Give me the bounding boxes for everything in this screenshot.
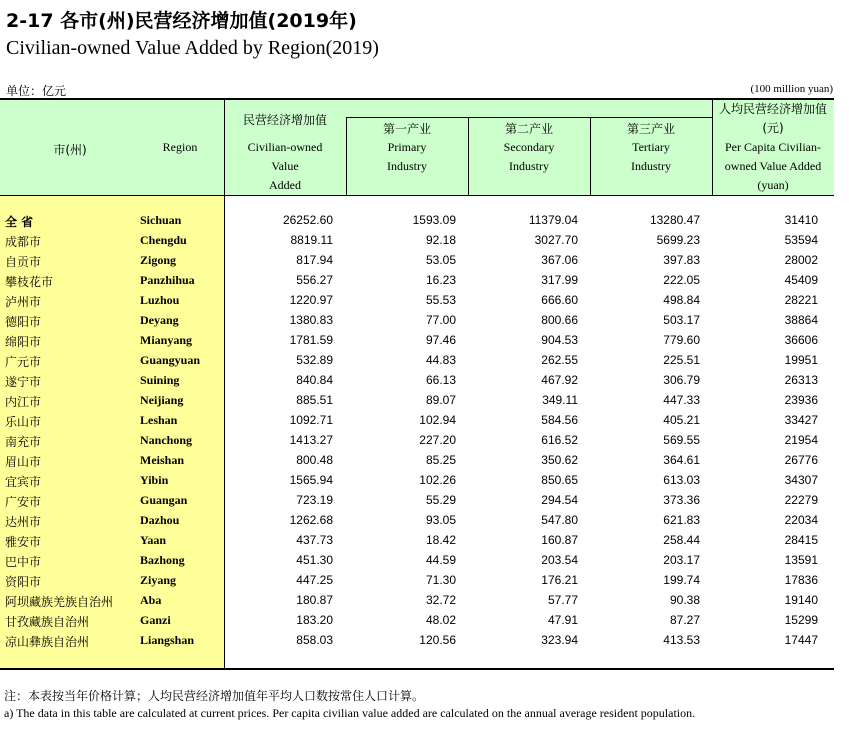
value-secondary: 467.92 bbox=[541, 373, 578, 387]
header-tertiary-en bbox=[590, 138, 712, 176]
value-total: 840.84 bbox=[296, 373, 333, 387]
value-secondary: 176.21 bbox=[541, 573, 578, 587]
table-row bbox=[0, 571, 834, 591]
region-name-cn: 达州市 bbox=[5, 515, 42, 529]
header-primary-en bbox=[346, 138, 468, 176]
table-row bbox=[0, 531, 834, 551]
header-region-en: Region bbox=[162, 140, 198, 154]
value-secondary: 11379.04 bbox=[528, 213, 578, 227]
header-percap-cn: 人均民营经济增加值 bbox=[718, 102, 827, 116]
value-secondary: 160.87 bbox=[541, 533, 578, 547]
table-row bbox=[0, 451, 834, 471]
value-total: 1565.94 bbox=[289, 473, 333, 487]
value-total: 817.94 bbox=[296, 253, 333, 267]
header-secondary-cn: 第二产业 bbox=[504, 122, 553, 136]
value-total: 451.30 bbox=[296, 553, 333, 567]
value-tertiary: 447.33 bbox=[663, 393, 700, 407]
value-per-capita: 19951 bbox=[784, 353, 818, 367]
value-per-capita: 33427 bbox=[784, 413, 818, 427]
value-tertiary: 199.74 bbox=[663, 573, 700, 587]
table-row bbox=[0, 491, 834, 511]
table-row bbox=[0, 611, 834, 631]
value-tertiary: 258.44 bbox=[663, 533, 700, 547]
value-total: 1220.97 bbox=[289, 293, 333, 307]
table-row bbox=[0, 411, 834, 431]
header-total-en-line: Value bbox=[271, 159, 299, 173]
value-per-capita: 26313 bbox=[784, 373, 818, 387]
value-primary: 227.20 bbox=[419, 433, 456, 447]
value-secondary: 323.94 bbox=[541, 633, 578, 647]
value-per-capita: 21954 bbox=[784, 433, 818, 447]
region-name-cn: 资阳市 bbox=[5, 575, 42, 589]
region-name-en: Suining bbox=[140, 373, 180, 387]
value-total: 556.27 bbox=[296, 273, 333, 287]
value-total: 800.48 bbox=[296, 453, 333, 467]
region-name-en: Ziyang bbox=[140, 573, 177, 587]
header-secondary-en-line: Secondary bbox=[503, 140, 555, 154]
value-total: 437.73 bbox=[296, 533, 333, 547]
value-secondary: 47.91 bbox=[547, 613, 578, 627]
region-name-cn: 广元市 bbox=[5, 355, 42, 369]
value-tertiary: 503.17 bbox=[663, 313, 700, 327]
region-name-en: Neijiang bbox=[140, 393, 184, 407]
region-name-cn: 泸州市 bbox=[5, 295, 42, 309]
value-primary: 71.30 bbox=[425, 573, 456, 587]
value-tertiary: 413.53 bbox=[663, 633, 700, 647]
table-row bbox=[0, 291, 834, 311]
value-primary: 93.05 bbox=[425, 513, 456, 527]
value-total: 447.25 bbox=[296, 573, 333, 587]
region-name-cn: 自贡市 bbox=[5, 255, 42, 269]
region-name-cn: 南充市 bbox=[5, 435, 42, 449]
region-name-cn: 雅安市 bbox=[5, 535, 42, 549]
value-primary: 53.05 bbox=[425, 253, 456, 267]
value-primary: 16.23 bbox=[425, 273, 456, 287]
value-tertiary: 306.79 bbox=[663, 373, 700, 387]
region-name-cn: 甘孜藏族自治州 bbox=[5, 615, 90, 629]
header-percap-en-line: Per Capita Civilian- bbox=[725, 140, 821, 154]
region-name-en: Yibin bbox=[140, 473, 169, 487]
value-total: 723.19 bbox=[296, 493, 333, 507]
note-cn: 注：本表按当年价格计算；人均民营经济增加值年平均人口数按常住人口计算。 bbox=[4, 689, 425, 703]
value-secondary: 850.65 bbox=[541, 473, 578, 487]
value-total: 183.20 bbox=[296, 613, 333, 627]
value-primary: 120.56 bbox=[419, 633, 456, 647]
region-name-cn: 攀枝花市 bbox=[5, 275, 54, 289]
table-row bbox=[0, 471, 834, 491]
header-total-en bbox=[224, 138, 346, 195]
header-tertiary-en-line: Tertiary bbox=[632, 140, 670, 154]
value-tertiary: 779.60 bbox=[663, 333, 700, 347]
value-per-capita: 17447 bbox=[784, 633, 818, 647]
value-total: 885.51 bbox=[296, 393, 333, 407]
table-row bbox=[0, 271, 834, 291]
sub-header-rule bbox=[346, 117, 712, 118]
header-total-cn: 民营经济增加值 bbox=[242, 113, 327, 127]
region-name-en: Panzhihua bbox=[140, 273, 195, 287]
value-tertiary: 5699.23 bbox=[656, 233, 700, 247]
value-tertiary: 90.38 bbox=[669, 593, 700, 607]
region-name-en: Aba bbox=[140, 593, 162, 607]
region-name-cn: 全 省 bbox=[5, 215, 34, 229]
region-name-cn: 宜宾市 bbox=[5, 475, 42, 489]
value-total: 532.89 bbox=[296, 353, 333, 367]
header-total-en-line: Added bbox=[269, 178, 301, 192]
region-name-en: Dazhou bbox=[140, 513, 180, 527]
region-name-cn: 绵阳市 bbox=[5, 335, 42, 349]
value-total: 8819.11 bbox=[290, 233, 333, 247]
region-name-en: Bazhong bbox=[140, 553, 185, 567]
region-name-en: Meishan bbox=[140, 453, 185, 467]
value-secondary: 317.99 bbox=[541, 273, 578, 287]
table-row bbox=[0, 331, 834, 351]
value-primary: 66.13 bbox=[425, 373, 456, 387]
value-per-capita: 36606 bbox=[784, 333, 818, 347]
value-per-capita: 31410 bbox=[784, 213, 818, 227]
table-row bbox=[0, 311, 834, 331]
value-secondary: 350.62 bbox=[541, 453, 578, 467]
value-tertiary: 613.03 bbox=[663, 473, 700, 487]
header-tertiary-en-line: Industry bbox=[631, 159, 671, 173]
page-title-cn: 2-17 各市(州)民营经济增加值(2019年) bbox=[6, 10, 357, 32]
value-tertiary: 569.55 bbox=[663, 433, 700, 447]
value-tertiary: 13280.47 bbox=[649, 213, 700, 227]
value-per-capita: 26776 bbox=[784, 453, 818, 467]
value-per-capita: 53594 bbox=[784, 233, 818, 247]
value-total: 180.87 bbox=[296, 593, 333, 607]
region-name-en: Nanchong bbox=[140, 433, 193, 447]
value-per-capita: 19140 bbox=[784, 593, 818, 607]
region-name-cn: 凉山彝族自治州 bbox=[5, 635, 90, 649]
value-primary: 102.26 bbox=[419, 473, 456, 487]
value-tertiary: 373.36 bbox=[663, 493, 700, 507]
value-primary: 44.83 bbox=[425, 353, 456, 367]
value-total: 1262.68 bbox=[289, 513, 333, 527]
table-row bbox=[0, 351, 834, 371]
header-percap-en-line: owned Value Added bbox=[724, 159, 822, 173]
value-total: 1781.59 bbox=[289, 333, 333, 347]
header-secondary-en-line: Industry bbox=[509, 159, 549, 173]
value-total: 858.03 bbox=[296, 633, 333, 647]
region-name-cn: 德阳市 bbox=[5, 315, 42, 329]
value-primary: 18.42 bbox=[425, 533, 456, 547]
value-secondary: 294.54 bbox=[541, 493, 578, 507]
table-row bbox=[0, 431, 834, 451]
value-tertiary: 621.83 bbox=[663, 513, 700, 527]
header-city-cn: 市(州) bbox=[53, 143, 87, 157]
region-name-cn: 乐山市 bbox=[5, 415, 42, 429]
value-primary: 48.02 bbox=[425, 613, 456, 627]
table-row bbox=[0, 551, 834, 571]
value-per-capita: 23936 bbox=[784, 393, 818, 407]
unit-label-en: (100 million yuan) bbox=[750, 83, 833, 95]
header-percap bbox=[712, 100, 834, 195]
value-secondary: 666.60 bbox=[541, 293, 578, 307]
region-name-en: Guangan bbox=[140, 493, 188, 507]
table-row bbox=[0, 631, 834, 651]
value-total: 1092.71 bbox=[289, 413, 333, 427]
value-per-capita: 28221 bbox=[784, 293, 818, 307]
header-primary-cn: 第一产业 bbox=[382, 122, 431, 136]
region-name-cn: 内江市 bbox=[5, 395, 42, 409]
header-percap-en-line: (yuan) bbox=[757, 178, 789, 192]
table-row bbox=[0, 211, 834, 231]
region-name-en: Zigong bbox=[140, 253, 177, 267]
region-name-en: Yaan bbox=[140, 533, 167, 547]
value-per-capita: 13591 bbox=[784, 553, 818, 567]
header-primary-en-line: Primary bbox=[387, 140, 427, 154]
value-secondary: 616.52 bbox=[541, 433, 578, 447]
header-primary-en-line: Industry bbox=[387, 159, 427, 173]
value-primary: 97.46 bbox=[425, 333, 456, 347]
table-row bbox=[0, 251, 834, 271]
header-secondary-en bbox=[468, 138, 590, 176]
region-name-en: Mianyang bbox=[140, 333, 193, 347]
value-per-capita: 22034 bbox=[784, 513, 818, 527]
value-primary: 32.72 bbox=[425, 593, 456, 607]
region-name-cn: 阿坝藏族羌族自治州 bbox=[5, 595, 114, 609]
value-primary: 44.59 bbox=[425, 553, 456, 567]
value-per-capita: 22279 bbox=[784, 493, 818, 507]
region-name-en: Ganzi bbox=[140, 613, 171, 627]
value-per-capita: 45409 bbox=[784, 273, 818, 287]
value-per-capita: 28002 bbox=[784, 253, 818, 267]
value-secondary: 349.11 bbox=[542, 393, 578, 407]
value-total: 1380.83 bbox=[289, 313, 333, 327]
value-per-capita: 28415 bbox=[784, 533, 818, 547]
value-tertiary: 203.17 bbox=[663, 553, 700, 567]
value-secondary: 584.56 bbox=[541, 413, 578, 427]
value-secondary: 57.77 bbox=[547, 593, 578, 607]
value-secondary: 262.55 bbox=[541, 353, 578, 367]
region-name-en: Liangshan bbox=[140, 633, 195, 647]
header-total-en-line: Civilian-owned bbox=[247, 140, 323, 154]
region-name-cn: 巴中市 bbox=[5, 555, 42, 569]
table-bottom-rule bbox=[0, 668, 834, 670]
value-primary: 1593.09 bbox=[412, 213, 456, 227]
value-secondary: 800.66 bbox=[541, 313, 578, 327]
page-title-en: Civilian-owned Value Added by Region(2019) bbox=[6, 37, 379, 59]
region-name-en: Deyang bbox=[140, 313, 179, 327]
region-name-cn: 眉山市 bbox=[5, 455, 42, 469]
region-name-en: Leshan bbox=[140, 413, 178, 427]
value-secondary: 203.54 bbox=[541, 553, 578, 567]
value-secondary: 3027.70 bbox=[534, 233, 578, 247]
region-name-cn: 成都市 bbox=[5, 235, 42, 249]
value-primary: 77.00 bbox=[425, 313, 456, 327]
value-primary: 55.29 bbox=[425, 493, 456, 507]
header-percap-unit-cn: (元) bbox=[762, 121, 784, 135]
value-tertiary: 222.05 bbox=[663, 273, 700, 287]
value-primary: 89.07 bbox=[425, 393, 456, 407]
region-name-cn: 遂宁市 bbox=[5, 375, 42, 389]
value-tertiary: 498.84 bbox=[663, 293, 700, 307]
value-tertiary: 87.27 bbox=[669, 613, 700, 627]
value-tertiary: 405.21 bbox=[663, 413, 700, 427]
value-per-capita: 17836 bbox=[784, 573, 818, 587]
header-tertiary-cn: 第三产业 bbox=[626, 122, 675, 136]
value-tertiary: 364.61 bbox=[663, 453, 700, 467]
value-secondary: 547.80 bbox=[541, 513, 578, 527]
value-secondary: 367.06 bbox=[541, 253, 578, 267]
region-name-cn: 广安市 bbox=[5, 495, 42, 509]
value-total: 1413.27 bbox=[289, 433, 333, 447]
note-en: a) The data in this table are calculated at current prices. Per capita civilian value added are calculated on the annual average resident population. bbox=[4, 706, 696, 720]
table-row bbox=[0, 391, 834, 411]
region-name-en: Sichuan bbox=[140, 213, 182, 227]
value-primary: 85.25 bbox=[425, 453, 456, 467]
value-total: 26252.60 bbox=[282, 213, 333, 227]
table-row bbox=[0, 231, 834, 251]
table-row bbox=[0, 591, 834, 611]
region-name-en: Guangyuan bbox=[140, 353, 201, 367]
value-primary: 55.53 bbox=[425, 293, 456, 307]
unit-label-cn: 单位：亿元 bbox=[6, 84, 67, 98]
value-per-capita: 15299 bbox=[784, 613, 818, 627]
region-name-en: Chengdu bbox=[140, 233, 187, 247]
value-primary: 92.18 bbox=[425, 233, 456, 247]
value-primary: 102.94 bbox=[419, 413, 456, 427]
table-row bbox=[0, 371, 834, 391]
value-per-capita: 34307 bbox=[784, 473, 818, 487]
region-name-en: Luzhou bbox=[140, 293, 180, 307]
header-bottom-rule bbox=[0, 195, 834, 196]
table-top-rule bbox=[0, 98, 834, 100]
value-secondary: 904.53 bbox=[541, 333, 578, 347]
value-tertiary: 225.51 bbox=[663, 353, 700, 367]
value-per-capita: 38864 bbox=[784, 313, 818, 327]
value-tertiary: 397.83 bbox=[663, 253, 700, 267]
table-row bbox=[0, 511, 834, 531]
